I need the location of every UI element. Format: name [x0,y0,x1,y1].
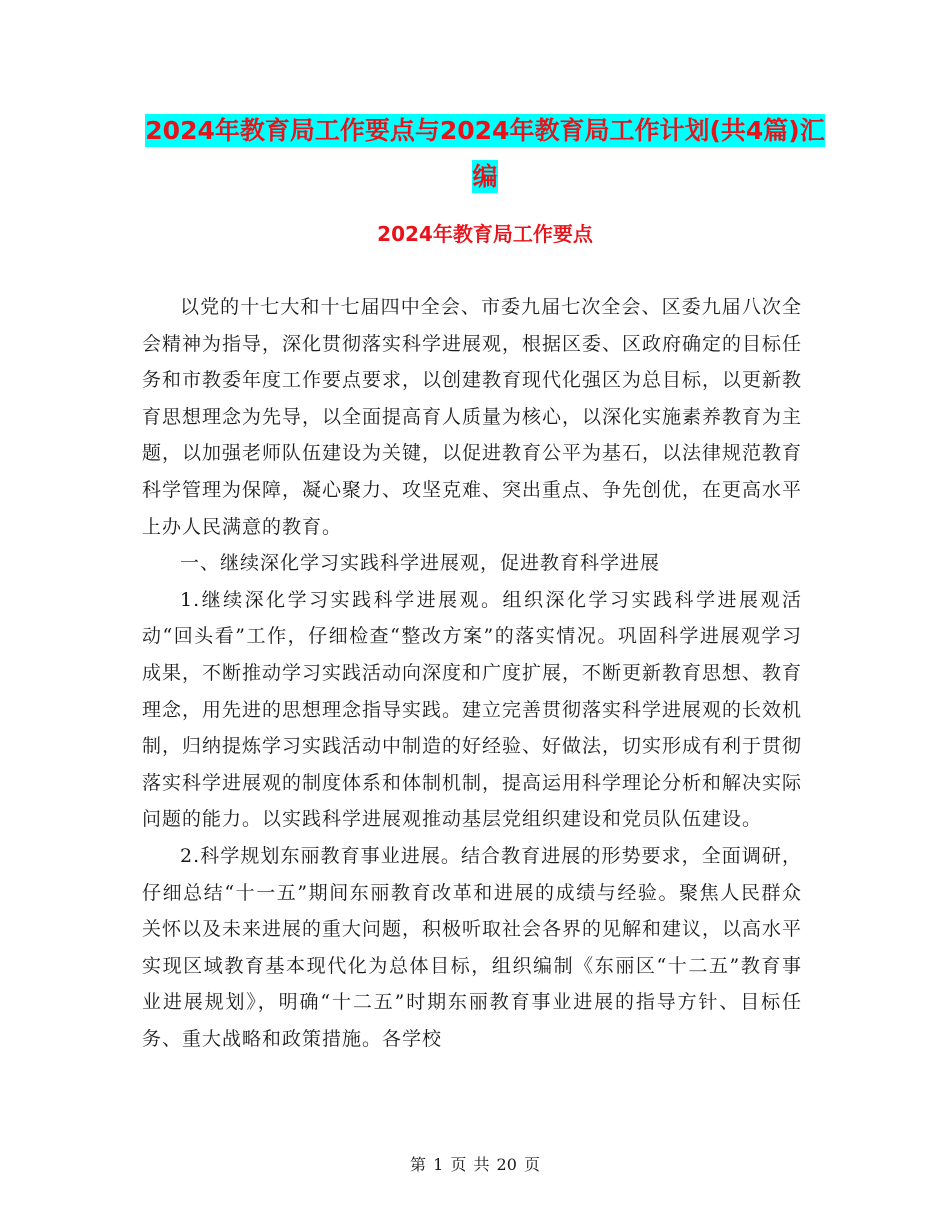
page-number-footer: 第 1 页 共 20 页 [410,1155,540,1174]
document-title-text: 2024年教育局工作要点与2024年教育局工作计划(共4篇)汇编 [145,116,825,191]
body-paragraph: 以党的十七大和十七届四中全会、市委九届七次全会、区委九届八次全会精神为指导，深化贯彻落实科学进展观，根据区委、区政府确定的目标任务和市教委年度工作要点要求，以创建教育现代化强区为总目标，以更新教育思想理念为先导，以全面提高育人质量为核心，以深化实施素养教育为主题，以加强老师队伍建设为关键，以促进教育公平为基石，以法律规范教育科学管理为保障，凝心聚力、攻坚克难、突出重点、争先创优，在更高水平上办人民满意的教育。 [142,296,803,538]
document-title [140,108,830,200]
body-paragraph: 1.继续深化学习实践科学进展观。组织深化学习实践科学进展观活动“回头看”工作，仔细检查“整改方案”的落实情况。巩固科学进展观学习成果，不断推动学习实践活动向深度和广度扩展，不断更新教育思想、教育理念，用先进的思想理念指导实践。建立完善贯彻落实科学进展观的长效机制，归纳提炼学习实践活动中制造的好经验、好做法，切实形成有利于贯彻落实科学进展观的制度体系和体制机制，提高运用科学理论分析和解决实际问题的能力。以实践科学进展观推动基层党组织建设和党员队伍建设。 [142,588,803,831]
section-title: 2024年教育局工作要点 [377,222,593,246]
document-body [142,289,802,1057]
body-paragraph: 2.科学规划东丽教育事业进展。结合教育进展的形势要求，全面调研，仔细总结“十一五”期间东丽教育改革和进展的成绩与经验。聚焦人民群众关怀以及未来进展的重大问题，积极听取社会各界的见解和建议，以高水平实现区域教育基本现代化为总体目标，组织编制《东丽区“十二五”教育事业进展规划》，明确“十二五”时期东丽教育事业进展的指导方针、目标任务、重大战略和政策措施。各学校 [142,844,803,1050]
body-paragraph: 一、继续深化学习实践科学进展观，促进教育科学进展 [180,552,661,575]
